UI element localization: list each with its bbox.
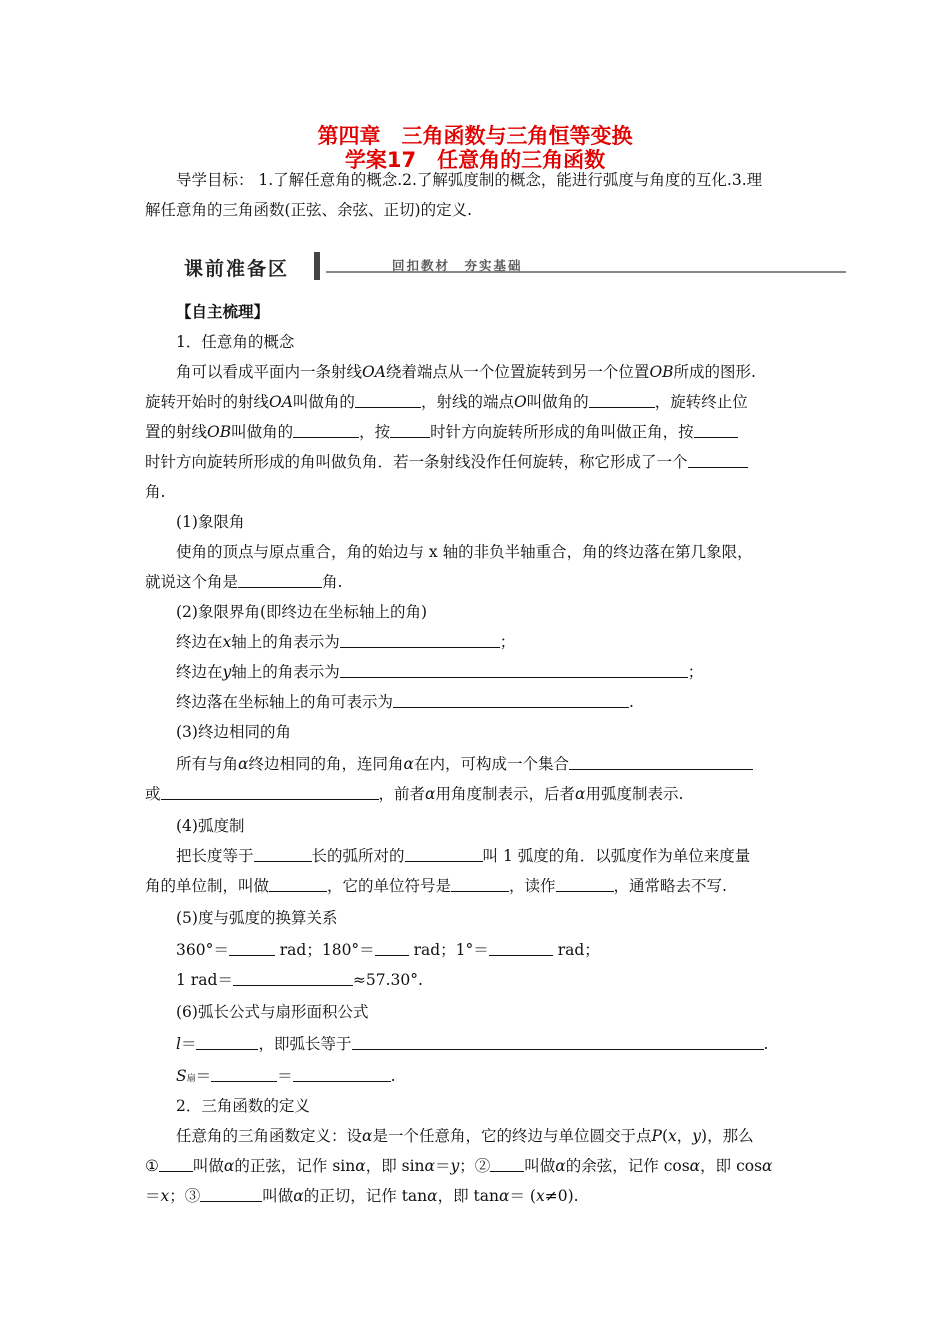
para-angle-line-2: 旋转开始时的射线OA叫做角的 ，射线的端点O叫做角的 ，旋转终止位: [145, 393, 748, 411]
blank-arc-length[interactable]: [196, 1034, 258, 1050]
blank-tangent[interactable]: [200, 1186, 262, 1202]
blank-central-angle[interactable]: [405, 846, 483, 862]
para-angle-line-3: 置的射线OB叫做角的 ，按 时针方向旋转所形成的角叫做正角，按: [145, 422, 815, 442]
para-conversion-line-1: 360°＝ rad；180°＝ rad；1°＝ rad；: [176, 941, 600, 959]
para-angle-line-5: 角.: [145, 483, 166, 501]
para-coterminal-line-2: 或 ，前者α用角度制表示，后者α用弧度制表示.: [145, 785, 684, 803]
para-radian-line-1: 把长度等于 长的弧所对的 叫 1 弧度的角．以弧度作为单位来度量: [176, 847, 751, 865]
blank-sector-area-2[interactable]: [293, 1066, 391, 1082]
blank-set-degree[interactable]: [569, 754, 753, 770]
blank-360-degree[interactable]: [229, 940, 275, 956]
para-angle-intro: 角可以看成平面内一条射线OA绕着端点从一个位置旋转到另一个位置OB所成的图形.: [176, 363, 756, 381]
blank-axis-angle[interactable]: [393, 692, 629, 708]
blank-x-axis-angle[interactable]: [340, 632, 500, 648]
goals-line-2: 解任意角的三角函数(正弦、余弦、正切)的定义.: [145, 201, 473, 219]
para-coordinate-axis-angle: 终边落在坐标轴上的角可表示为 .: [176, 693, 634, 711]
heading-radian-system: (4)弧度制: [176, 817, 245, 835]
blank-arc-length-meaning[interactable]: [352, 1034, 764, 1050]
heading-conversion: (5)度与弧度的换算关系: [176, 909, 338, 927]
para-conversion-line-2: 1 rad＝ ≈57.30°.: [176, 971, 423, 989]
blank-initial-side[interactable]: [355, 392, 421, 408]
blank-1-radian[interactable]: [233, 970, 353, 986]
heading-arbitrary-angle: 1．任意角的概念: [176, 333, 295, 351]
para-x-axis-angle: 终边在x轴上的角表示为 ；: [176, 633, 516, 651]
para-quadrant-line-2: 就说这个角是 角.: [145, 573, 343, 591]
blank-sine[interactable]: [159, 1156, 193, 1172]
banner-subtitle: 回扣教材 夯实基础: [392, 258, 523, 273]
blank-negative-direction[interactable]: [694, 422, 738, 438]
blank-cosine[interactable]: [490, 1156, 524, 1172]
blank-180-degree[interactable]: [375, 940, 409, 956]
blank-unit-symbol[interactable]: [451, 876, 509, 892]
para-quadrant-line-1: 使角的顶点与原点重合，角的始边与 x 轴的非负半轴重合，角的终边落在第几象限，: [176, 543, 753, 561]
heading-arc-formula: (6)弧长公式与扇形面积公式: [176, 1003, 369, 1021]
blank-radian-system[interactable]: [269, 876, 327, 892]
blank-sector-area-1[interactable]: [211, 1066, 277, 1082]
heading-axis-angle: (2)象限界角(即终边在坐标轴上的角): [176, 603, 428, 621]
para-trig-line-1: 任意角的三角函数定义：设α是一个任意角，它的终边与单位圆交于点P(x，y)，那么: [176, 1127, 754, 1145]
blank-1-degree[interactable]: [489, 940, 553, 956]
banner-title: 课前准备区: [184, 258, 290, 280]
blank-y-axis-angle[interactable]: [340, 662, 688, 678]
para-sector-area: S扇＝ ＝ .: [176, 1067, 396, 1085]
blank-unit-reading[interactable]: [556, 876, 614, 892]
banner-divider-bar: [314, 252, 320, 280]
goals-line-1: 导学目标： 1.了解任意角的概念.2.了解弧度制的概念，能进行弧度与角度的互化.3.理: [176, 171, 763, 189]
para-trig-line-2: ① 叫做α的正弦，记作 sinα，即 sinα＝y；② 叫做α的余弦，记作 cosα，即 cosα: [145, 1157, 773, 1175]
para-coterminal-line-1: 所有与角α终边相同的角，连同角α在内，可构成一个集合: [176, 754, 846, 774]
blank-radius-length[interactable]: [254, 846, 312, 862]
blank-vertex[interactable]: [589, 392, 655, 408]
para-radian-line-2: 角的单位制，叫做 ，它的单位符号是 ，读作 ，通常略去不写.: [145, 877, 727, 895]
heading-trig-definition: 2．三角函数的定义: [176, 1097, 310, 1115]
para-y-axis-angle: 终边在y轴上的角表示为 ；: [176, 663, 704, 681]
blank-positive-direction[interactable]: [390, 422, 430, 438]
heading-quadrant-angle: (1)象限角: [176, 513, 245, 531]
para-angle-line-4: 时针方向旋转所形成的角叫做负角．若一条射线没作任何旋转，称它形成了一个: [145, 452, 815, 472]
blank-zero-angle[interactable]: [688, 452, 748, 468]
section-banner: [180, 250, 850, 282]
blank-terminal-side[interactable]: [293, 422, 359, 438]
para-arc-length: l＝ ，即弧长等于 .: [176, 1035, 769, 1053]
section-label: 【自主梳理】: [176, 302, 270, 321]
lesson-title: 学案17 任意角的三角函数: [344, 148, 606, 172]
sector-subscript: 扇: [186, 1074, 196, 1084]
para-trig-line-3: ＝x；③ 叫做α的正切，记作 tanα，即 tanα＝ (x≠0).: [145, 1187, 579, 1205]
blank-set-radian[interactable]: [161, 784, 379, 800]
chapter-title: 第四章 三角函数与三角恒等变换: [317, 124, 633, 148]
blank-quadrant-angle[interactable]: [238, 572, 322, 588]
heading-coterminal-angle: (3)终边相同的角: [176, 723, 291, 741]
